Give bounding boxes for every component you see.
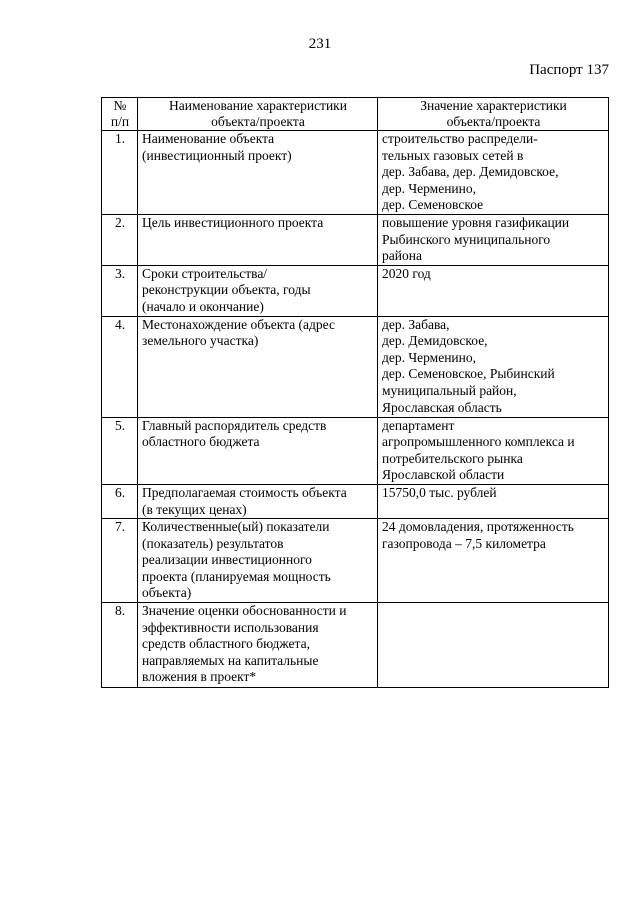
table-row bbox=[102, 316, 609, 417]
row-characteristic-value: 15750,0 тыс. рублей bbox=[378, 484, 609, 518]
row-characteristic-value: строительство распредели- тельных газовых сетей в дер. Забава, дер. Демидовское, дер. Черменино, дер. Семеновское bbox=[378, 131, 609, 215]
row-characteristic-value bbox=[378, 603, 609, 688]
table-header-row bbox=[102, 98, 609, 131]
row-characteristic-name: Количественные(ый) показатели (показатель) результатов реализации инвестиционного проекта (планируемая мощность объекта) bbox=[138, 519, 378, 603]
table-row bbox=[102, 417, 609, 484]
passport-table bbox=[101, 97, 609, 688]
row-number: 2. bbox=[102, 214, 138, 265]
header-characteristic-name: Наименование характеристики объекта/проекта bbox=[138, 98, 378, 131]
row-number: 7. bbox=[102, 519, 138, 603]
table-row bbox=[102, 214, 609, 265]
header-characteristic-value: Значение характеристики объекта/проекта bbox=[378, 98, 609, 131]
row-characteristic-value: 24 домовладения, протяженность газопровода – 7,5 километра bbox=[378, 519, 609, 603]
table-row bbox=[102, 603, 609, 688]
row-characteristic-name: Цель инвестиционного проекта bbox=[138, 214, 378, 265]
header-number: № п/п bbox=[102, 98, 138, 131]
table-row bbox=[102, 519, 609, 603]
row-number: 1. bbox=[102, 131, 138, 215]
page-number: 231 bbox=[308, 36, 332, 52]
row-number: 6. bbox=[102, 484, 138, 518]
row-characteristic-name: Предполагаемая стоимость объекта (в текущих ценах) bbox=[138, 484, 378, 518]
table-row bbox=[102, 265, 609, 316]
row-characteristic-value: 2020 год bbox=[378, 265, 609, 316]
row-characteristic-name: Наименование объекта (инвестиционный проект) bbox=[138, 131, 378, 215]
table-row bbox=[102, 484, 609, 518]
row-characteristic-value: департамент агропромышленного комплекса и потребительского рынка Ярославской области bbox=[378, 417, 609, 484]
row-characteristic-value: повышение уровня газификации Рыбинского муниципального района bbox=[378, 214, 609, 265]
table-row bbox=[102, 131, 609, 215]
row-characteristic-name: Местонахождение объекта (адрес земельного участка) bbox=[138, 316, 378, 417]
row-number: 4. bbox=[102, 316, 138, 417]
row-number: 8. bbox=[102, 603, 138, 688]
passport-label: Паспорт 137 bbox=[529, 62, 609, 78]
row-number: 5. bbox=[102, 417, 138, 484]
row-characteristic-name: Главный распорядитель средств областного бюджета bbox=[138, 417, 378, 484]
row-number: 3. bbox=[102, 265, 138, 316]
row-characteristic-value: дер. Забава, дер. Демидовское, дер. Черменино, дер. Семеновское, Рыбинский муниципальный район, Ярославская область bbox=[378, 316, 609, 417]
row-characteristic-name: Сроки строительства/ реконструкции объекта, годы (начало и окончание) bbox=[138, 265, 378, 316]
row-characteristic-name: Значение оценки обоснованности и эффективности использования средств областного бюджета, направляемых на капитальные вложения в проект* bbox=[138, 603, 378, 688]
